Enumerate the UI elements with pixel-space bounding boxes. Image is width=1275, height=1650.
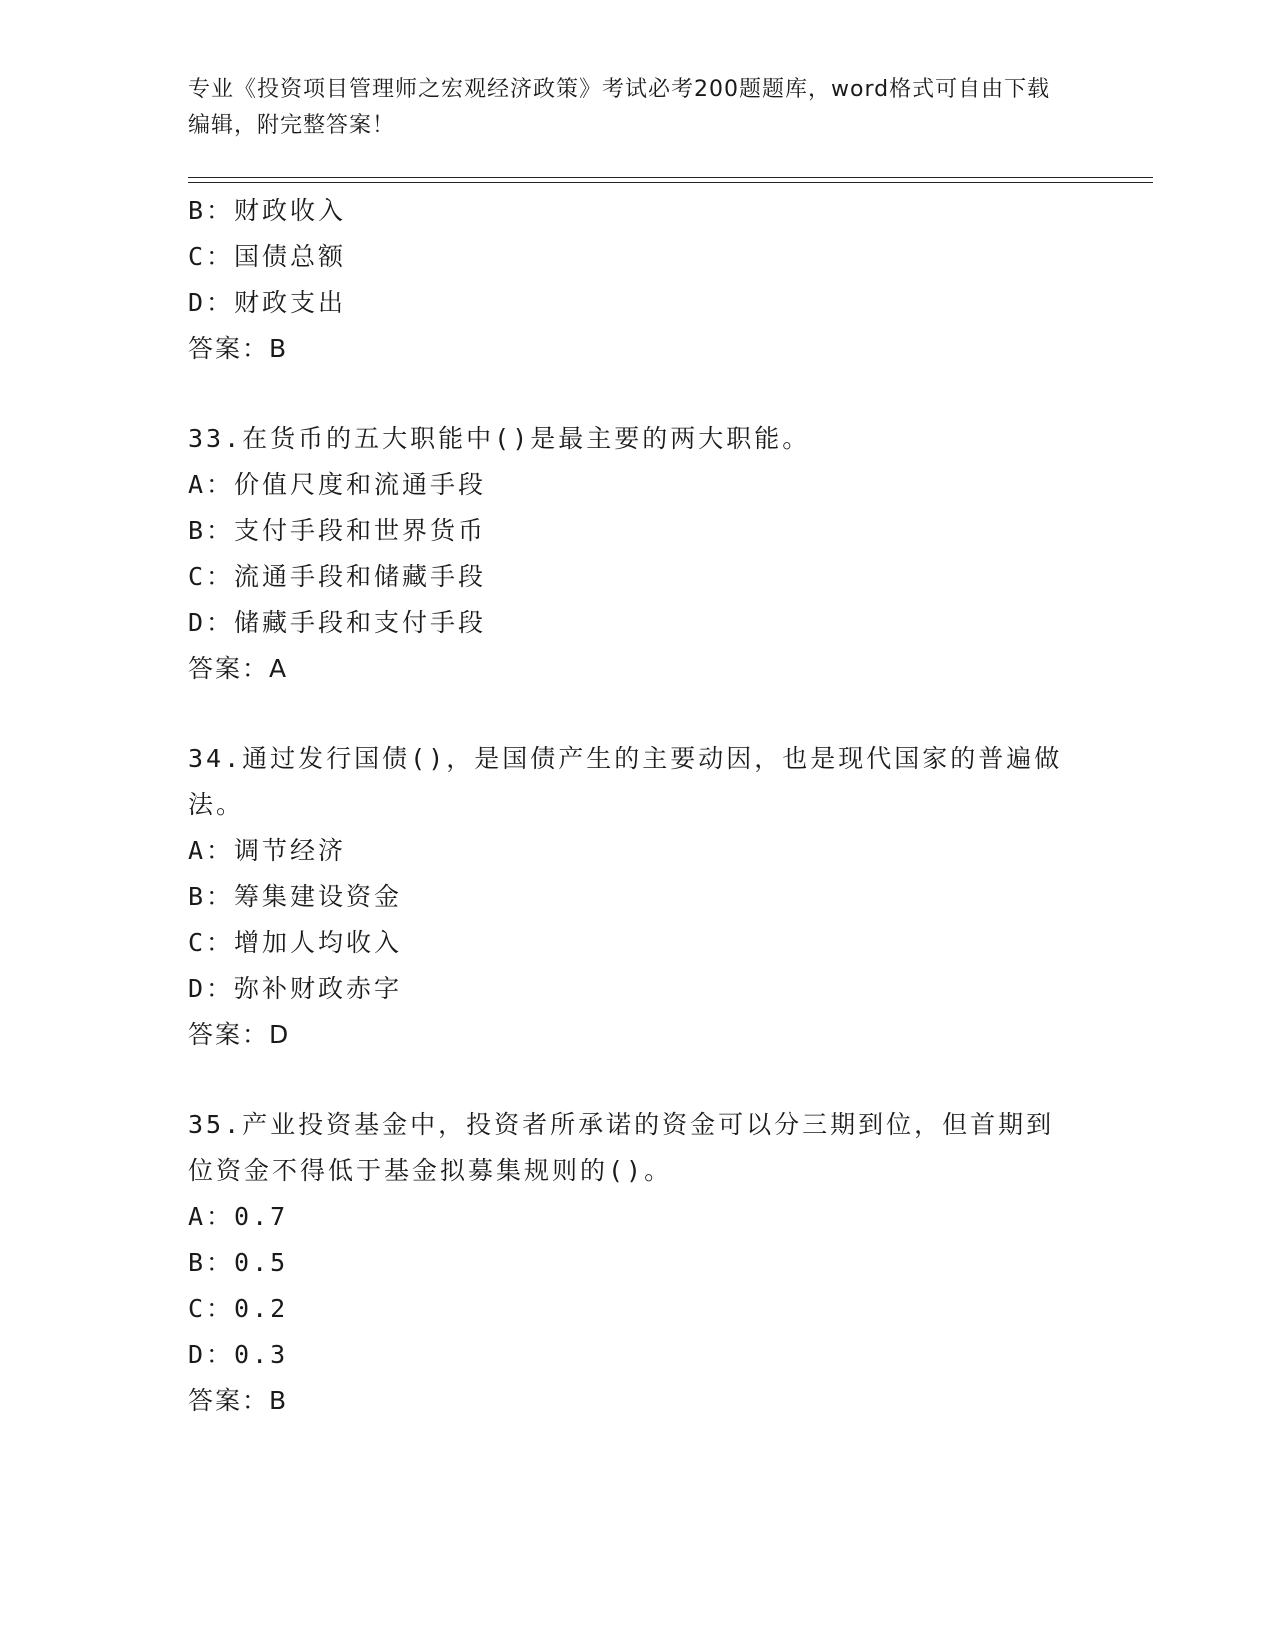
option-d: D：0.3 — [188, 1340, 289, 1369]
option-c: C：增加人均收入 — [188, 928, 403, 957]
question-content — [188, 188, 1068, 1424]
header-divider-top — [188, 177, 1153, 178]
document-header: 专业《投资项目管理师之宏观经济政策》考试必考200题题库，word格式可自由下载编辑，附完整答案！ — [188, 77, 1051, 138]
option-c: C：流通手段和储藏手段 — [188, 562, 487, 591]
option-d: D：弥补财政赤字 — [188, 974, 403, 1003]
question-text: 34.通过发行国债()，是国债产生的主要动因，也是现代国家的普遍做法。 — [188, 744, 1063, 819]
option-b: B：筹集建设资金 — [188, 882, 403, 911]
option-d: D：储藏手段和支付手段 — [188, 608, 487, 637]
option-a: A：价值尺度和流通手段 — [188, 470, 487, 499]
spacer — [188, 372, 1068, 416]
spacer — [188, 1058, 1068, 1102]
spacer — [188, 692, 1068, 736]
answer-line: 答案：A — [188, 654, 289, 683]
answer-line: 答案：B — [188, 1386, 289, 1415]
option-a: A：调节经济 — [188, 836, 347, 865]
answer-line: 答案：B — [188, 334, 289, 363]
header-divider-bottom — [188, 182, 1153, 183]
option-d: D：财政支出 — [188, 288, 347, 317]
option-a: A：0.7 — [188, 1202, 289, 1231]
option-c: C：国债总额 — [188, 242, 347, 271]
question-block-33 — [188, 416, 1068, 692]
partial-question-block — [188, 188, 1068, 372]
question-block-35 — [188, 1102, 1068, 1424]
question-text: 33.在货币的五大职能中()是最主要的两大职能。 — [188, 424, 811, 453]
option-b: B：0.5 — [188, 1248, 289, 1277]
option-b: B：财政收入 — [188, 196, 347, 225]
option-c: C：0.2 — [188, 1294, 289, 1323]
option-b: B：支付手段和世界货币 — [188, 516, 487, 545]
answer-line: 答案：D — [188, 1020, 291, 1049]
question-text: 35.产业投资基金中，投资者所承诺的资金可以分三期到位，但首期到位资金不得低于基金拟募集规则的()。 — [188, 1110, 1055, 1185]
question-block-34 — [188, 736, 1068, 1058]
